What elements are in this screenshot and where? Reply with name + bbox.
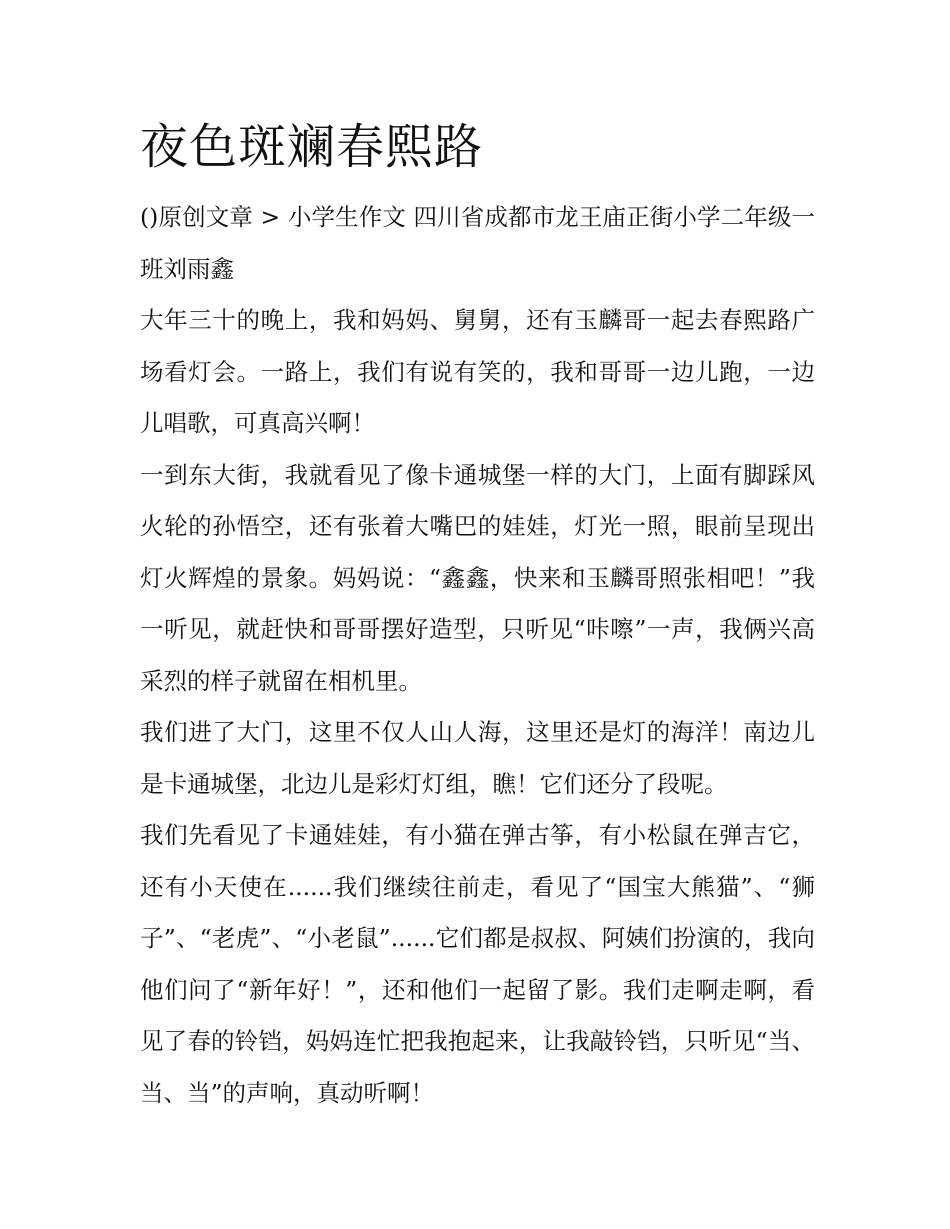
document-page: [140, 112, 815, 1119]
document-title: 夜色斑斓春熙路: [140, 119, 484, 175]
paragraph-4: 我们先看见了卡通娃娃，有小猫在弹古筝，有小松鼠在弹吉它，还有小天使在......我们继续往前走，看见了“国宝大熊猫”、“狮子”、“老虎”、“小老鼠”......它们都是叔叔、阿姨们扮演的，我向他们问了“新年好！”，还和他们一起留了影。我们走啊走啊，看见了春的铃铛，妈妈连忙把我抱起来，让我敲铃铛，只听见“当、当、当”的声响，真动听啊！: [140, 821, 815, 1107]
paragraph-2: 一到东大街，我就看见了像卡通城堡一样的大门，上面有脚踩风火轮的孙悟空，还有张着大嘴巴的娃娃，灯光一照，眼前呈现出灯火辉煌的景象。妈妈说：“鑫鑫，快来和玉麟哥照张相吧！”我一听见，就赶快和哥哥摆好造型，只听见“咔嚓”一声，我俩兴高采烈的样子就留在相机里。: [140, 460, 815, 695]
source-meta-line: ()原创文章 > 小学生作文 四川省成都市龙王庙正街小学二年级一班刘雨鑫: [140, 203, 815, 283]
paragraph-1: 大年三十的晚上，我和妈妈、舅舅，还有玉麟哥一起去春熙路广场看灯会。一路上，我们有说有笑的，我和哥哥一边儿跑，一边儿唱歌，可真高兴啊！: [140, 306, 815, 437]
paragraph-3: 我们进了大门，这里不仅人山人海，这里还是灯的海洋！南边儿是卡通城堡，北边儿是彩灯灯组，瞧！它们还分了段呢。: [140, 718, 815, 798]
